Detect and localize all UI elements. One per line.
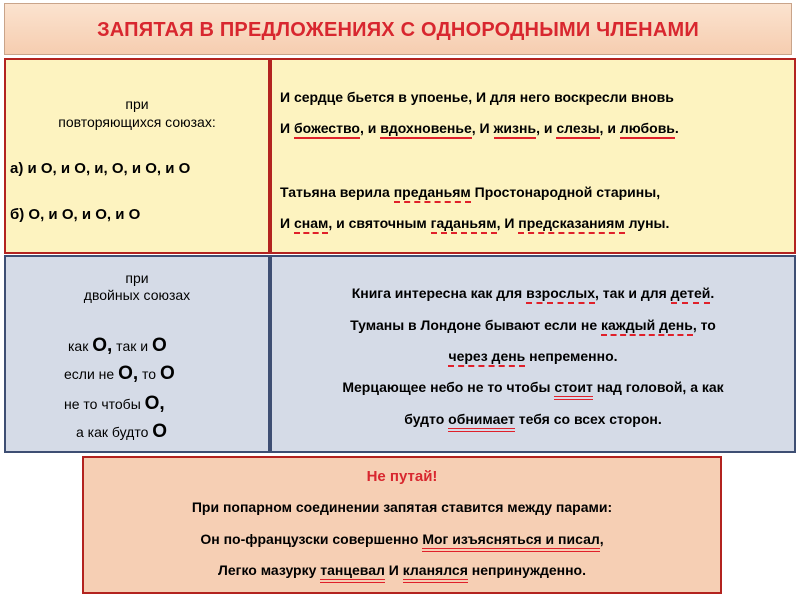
repeat-examples-panel (270, 58, 796, 254)
double-example-2: Туманы в Лондоне бывают если не каждый день, то (272, 317, 794, 333)
repeat-heading-1: при (125, 96, 149, 112)
homogeneous-member: взрослых (526, 285, 595, 304)
homogeneous-member: через день (448, 348, 525, 367)
homogeneous-member: каждый день (601, 317, 693, 336)
double-rule-2: если не О, то О (64, 363, 175, 384)
homogeneous-member: любовь (620, 120, 675, 139)
example-2-line-1: Татьяна верила преданьям Простонародной старины, (280, 184, 660, 200)
homogeneous-member: снам (294, 215, 328, 234)
homogeneous-member: вдохновенье (380, 120, 472, 139)
double-rule-panel (4, 255, 270, 453)
double-rule-3: не то чтобы О, (64, 393, 165, 414)
note-title: Не путай! (366, 468, 438, 485)
double-example-4: Мерцающее небо не то чтобы стоит над головой, а как (272, 379, 794, 395)
double-heading-2: двойных союзах (83, 287, 191, 303)
homogeneous-member: детей (671, 285, 711, 304)
homogeneous-member: обнимает (448, 411, 515, 432)
page-title: ЗАПЯТАЯ В ПРЕДЛОЖЕНИЯХ С ОДНОРОДНЫМИ ЧЛЕНАМИ (4, 3, 792, 55)
homogeneous-member: стоит (554, 379, 592, 400)
double-heading-1: при (125, 270, 149, 286)
repeat-heading-2: повторяющихся союзах: (58, 114, 216, 130)
double-rule-4: а как будто О (76, 421, 168, 442)
double-example-1: Книга интересна как для взрослых, так и для детей. (272, 285, 794, 301)
note-panel (82, 456, 722, 594)
homogeneous-member: гаданьям (431, 215, 497, 234)
homogeneous-member: предсказаниям (518, 215, 624, 234)
double-example-3: через день непременно. (272, 348, 794, 364)
note-line-3: Легко мазурку танцевал И кланялся непринужденно. (84, 562, 720, 578)
homogeneous-member: преданьям (394, 184, 471, 203)
homogeneous-member: Мог изъясняться и писал (422, 531, 599, 552)
homogeneous-member: слезы (556, 120, 599, 139)
example-1-line-1: И сердце бьется в упоенье, И для него воскресли вновь (280, 89, 674, 105)
note-line-2: Он по-французски совершенно Мог изъясняться и писал, (84, 531, 720, 547)
example-1-line-2: И божество, и вдохновенье, И жизнь, и слезы, и любовь. (280, 120, 679, 136)
homogeneous-member: кланялся (403, 562, 468, 583)
double-example-5: будто обнимает тебя со всех сторон. (272, 411, 794, 427)
homogeneous-member: жизнь (494, 120, 537, 139)
double-examples-panel (270, 255, 796, 453)
repeat-rule-b: б) О, и О, и О, и О (10, 206, 141, 223)
example-2-line-2: И снам, и святочным гаданьям, И предсказаниям луны. (280, 215, 669, 231)
homogeneous-member: танцевал (320, 562, 385, 583)
note-line-1: При попарном соединении запятая ставится между парами: (191, 499, 613, 515)
homogeneous-member: божество (294, 120, 360, 139)
double-rule-1: как О, так и О (68, 335, 167, 356)
repeat-rule-a: а) и О, и О, и, О, и О, и О (10, 160, 191, 177)
repeat-rule-panel (4, 58, 270, 254)
